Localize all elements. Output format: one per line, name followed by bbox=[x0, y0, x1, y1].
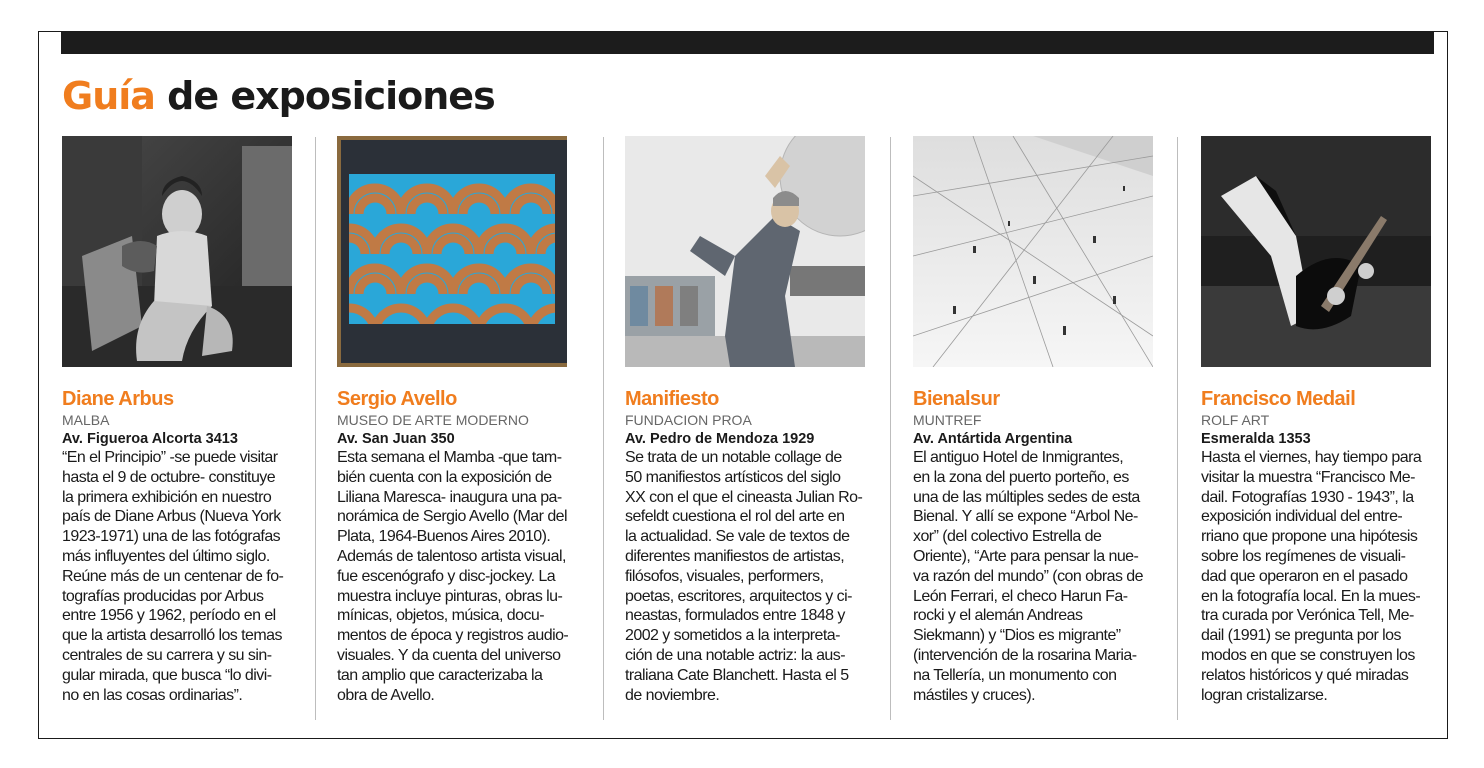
text-line: mínicas, objetos, música, docu- bbox=[337, 607, 545, 625]
text-line: muestra incluye pinturas, obras lu- bbox=[337, 587, 563, 605]
exhibition-name: Sergio Avello bbox=[337, 388, 457, 410]
text-line: dail (1991) se pregunta por los bbox=[1201, 627, 1401, 645]
text-line: Plata, 1964-Buenos Aires 2010). bbox=[337, 528, 551, 546]
text-line: Esta semana el Mamba -que tam- bbox=[337, 449, 562, 466]
exhibition-address: Av. San Juan 350 bbox=[337, 431, 455, 447]
text-line: la actualidad. Se vale de textos de bbox=[625, 528, 850, 546]
text-line: obra de Avello. bbox=[337, 686, 435, 704]
text-line: tan amplio que caracterizaba la bbox=[337, 666, 543, 684]
exhibition-venue: MALBA bbox=[62, 412, 110, 428]
text-line: la primera exhibición en nuestro bbox=[62, 488, 272, 506]
exhibition-description bbox=[913, 448, 1143, 705]
exhibition-venue: MUNTREF bbox=[913, 412, 982, 428]
text-line: visitar la muestra “Francisco Me- bbox=[1201, 468, 1415, 486]
section-heading bbox=[62, 72, 495, 120]
text-line: va razón del mundo” (con obras de bbox=[913, 567, 1143, 585]
text-line: rocki y el alemán Andreas bbox=[913, 607, 1083, 625]
exhibition-name: Francisco Medail bbox=[1201, 388, 1356, 410]
text-line: bién cuenta con la exposición de bbox=[337, 468, 552, 486]
manifiesto-photo-image bbox=[625, 136, 865, 367]
text-line: sefeldt cuestiona el rol del arte en bbox=[625, 508, 845, 526]
exhibition-diane-arbus bbox=[62, 136, 292, 705]
exhibition-description bbox=[625, 448, 863, 705]
heading-accent: Guía bbox=[62, 74, 155, 118]
exhibition-description bbox=[1201, 448, 1431, 705]
text-line: Liliana Maresca- inaugura una pa- bbox=[337, 488, 562, 506]
text-line: no en las cosas ordinarias”. bbox=[62, 686, 243, 704]
column-divider bbox=[890, 137, 891, 720]
exhibition-francisco-medail bbox=[1201, 136, 1431, 705]
heading-rest: de exposiciones bbox=[167, 74, 495, 118]
sergio-avello-photo-image bbox=[337, 136, 567, 367]
exhibition-address: Av. Pedro de Mendoza 1929 bbox=[625, 431, 815, 447]
exhibition-address: Esmeralda 1353 bbox=[1201, 431, 1311, 447]
exhibition-name: Diane Arbus bbox=[62, 388, 174, 410]
sergio-avello-photo bbox=[337, 136, 567, 367]
top-black-bar bbox=[61, 32, 1434, 54]
exhibition-venue: FUNDACION PROA bbox=[625, 412, 752, 428]
text-line: Además de talentoso artista visual, bbox=[337, 547, 566, 565]
text-line: XX con el que el cineasta Julian Ro- bbox=[625, 488, 863, 506]
text-line: exposición individual del entre- bbox=[1201, 508, 1403, 526]
column-divider bbox=[603, 137, 604, 720]
text-line: modos en que se construyen los bbox=[1201, 646, 1415, 664]
text-line: rriano que propone una hipótesis bbox=[1201, 528, 1418, 546]
text-line: una de las múltiples sedes de esta bbox=[913, 488, 1140, 506]
exhibition-address: Av. Figueroa Alcorta 3413 bbox=[62, 431, 238, 447]
manifiesto-photo bbox=[625, 136, 865, 367]
text-line: relatos históricos y qué miradas bbox=[1201, 666, 1409, 684]
text-line: filósofos, visuales, performers, bbox=[625, 567, 824, 585]
text-line: gular mirada, que busca “lo divi- bbox=[62, 666, 272, 684]
text-line: visuales. Y da cuenta del universo bbox=[337, 646, 561, 664]
text-line: entre 1956 y 1962, período en el bbox=[62, 607, 276, 625]
text-line: país de Diane Arbus (Nueva York bbox=[62, 508, 281, 526]
bienalsur-photo-image bbox=[913, 136, 1153, 367]
exhibition-sergio-avello bbox=[337, 136, 567, 705]
exhibition-description bbox=[62, 448, 292, 705]
exhibition-bienalsur bbox=[913, 136, 1143, 705]
text-line: fue escenógrafo y disc-jockey. La bbox=[337, 567, 556, 585]
exhibition-manifiesto bbox=[625, 136, 863, 705]
text-line: “En el Principio” -se puede visitar bbox=[62, 449, 278, 466]
text-line: mentos de época y registros audio- bbox=[337, 627, 569, 645]
exhibitions-guide-page bbox=[38, 31, 1448, 739]
francisco-medail-photo-image bbox=[1201, 136, 1431, 367]
text-line: mástiles y cruces). bbox=[913, 686, 1036, 704]
text-line: Hasta el viernes, hay tiempo para bbox=[1201, 449, 1422, 466]
text-line: en la fotografía local. En la mues- bbox=[1201, 587, 1421, 605]
text-line: 50 manifiestos artísticos del siglo bbox=[625, 468, 841, 486]
text-line: logran cristalizarse. bbox=[1201, 686, 1328, 704]
text-line: León Ferrari, el checo Harun Fa- bbox=[913, 587, 1128, 605]
column-divider bbox=[1177, 137, 1178, 720]
text-line: más influyentes del último siglo. bbox=[62, 547, 270, 565]
text-line: centrales de su carrera y su sin- bbox=[62, 646, 272, 664]
text-line: na Tellería, un monumento con bbox=[913, 666, 1117, 684]
text-line: dail. Fotografías 1930 - 1943”, la bbox=[1201, 488, 1414, 506]
text-line: 1923-1971) una de las fotógrafas bbox=[62, 528, 281, 546]
column-divider bbox=[315, 137, 316, 720]
exhibition-address: Av. Antártida Argentina bbox=[913, 431, 1073, 447]
exhibition-venue: MUSEO DE ARTE MODERNO bbox=[337, 412, 529, 428]
text-line: traliana Cate Blanchett. Hasta el 5 bbox=[625, 666, 849, 684]
text-line: xor” (del colectivo Estrella de bbox=[913, 528, 1102, 546]
text-line: Bienal. Y allí se expone “Arbol Ne- bbox=[913, 508, 1138, 526]
text-line: sobre los regímenes de visuali- bbox=[1201, 547, 1406, 565]
exhibition-venue: ROLF ART bbox=[1201, 412, 1270, 428]
text-line: diferentes manifiestos de artistas, bbox=[625, 547, 845, 565]
diane-arbus-photo-image bbox=[62, 136, 292, 367]
diane-arbus-photo bbox=[62, 136, 292, 367]
francisco-medail-photo bbox=[1201, 136, 1431, 367]
exhibition-name: Manifiesto bbox=[625, 388, 719, 410]
exhibition-description bbox=[337, 448, 567, 705]
text-line: tra curada por Verónica Tell, Me- bbox=[1201, 607, 1414, 625]
text-line: (intervención de la rosarina Maria- bbox=[913, 646, 1137, 664]
text-line: Oriente), “Arte para pensar la nue- bbox=[913, 547, 1139, 565]
text-line: norámica de Sergio Avello (Mar del bbox=[337, 508, 568, 526]
text-line: de noviembre. bbox=[625, 686, 720, 704]
text-line: 2002 y sometidos a la interpreta- bbox=[625, 627, 840, 645]
text-line: neastas, formulados entre 1848 y bbox=[625, 607, 845, 625]
text-line: Reúne más de un centenar de fo- bbox=[62, 567, 284, 585]
text-line: Se trata de un notable collage de bbox=[625, 449, 842, 466]
text-line: que la artista desarrolló los temas bbox=[62, 627, 282, 645]
text-line: dad que operaron en el pasado bbox=[1201, 567, 1408, 585]
text-line: El antiguo Hotel de Inmigrantes, bbox=[913, 449, 1124, 466]
text-line: Siekmann) y “Dios es migrante” bbox=[913, 627, 1121, 645]
text-line: ción de una notable actriz: la aus- bbox=[625, 646, 846, 664]
exhibition-name: Bienalsur bbox=[913, 388, 1000, 410]
bienalsur-photo bbox=[913, 136, 1153, 367]
text-line: poetas, escritores, arquitectos y ci- bbox=[625, 587, 852, 605]
text-line: en la zona del puerto porteño, es bbox=[913, 468, 1129, 486]
text-line: hasta el 9 de octubre- constituye bbox=[62, 468, 276, 486]
text-line: tografías producidas por Arbus bbox=[62, 587, 264, 605]
